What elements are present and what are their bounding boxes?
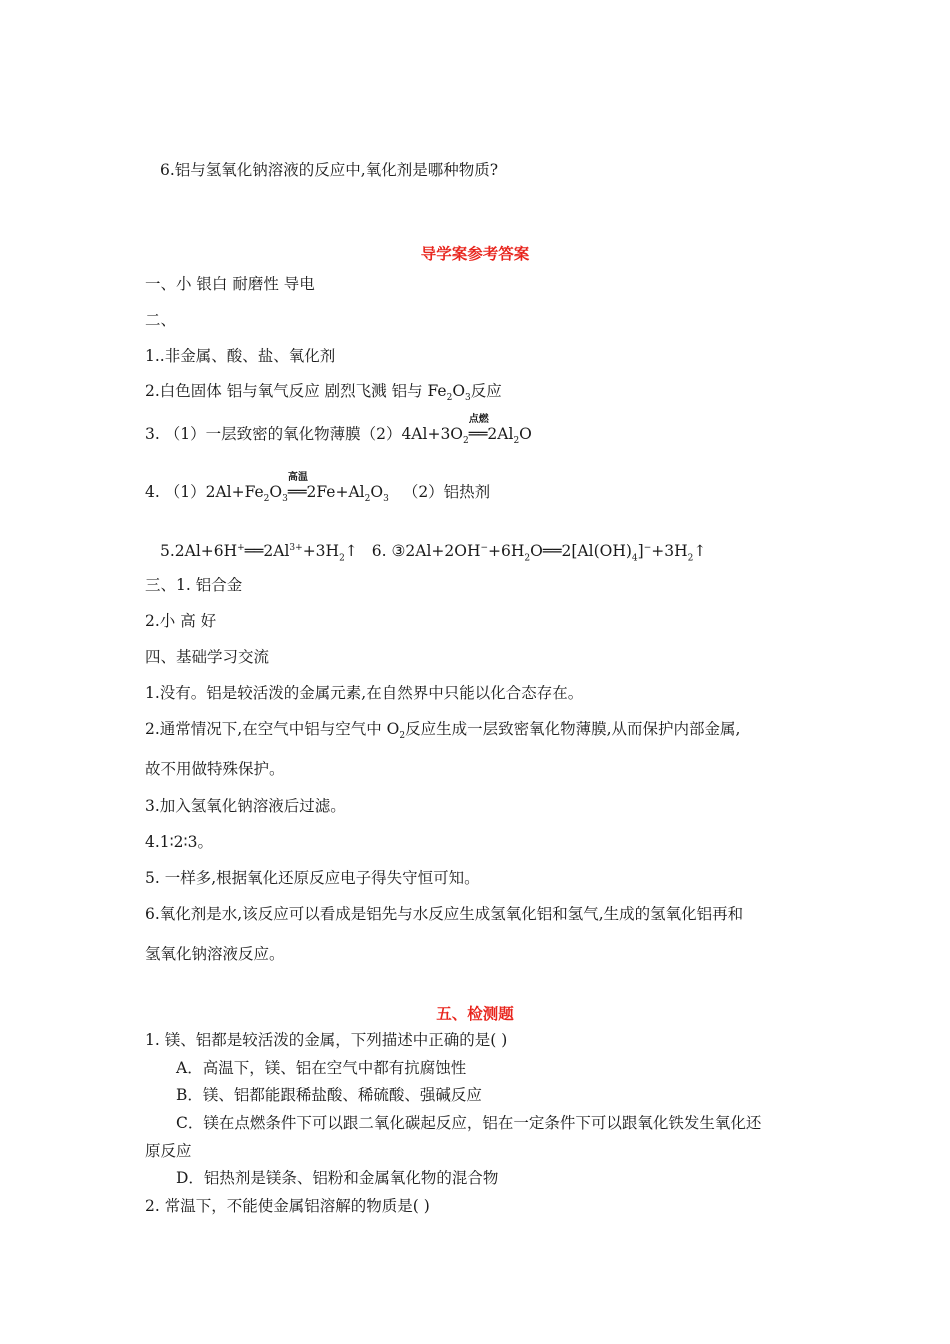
option-d: D．铝热剂是镁条、铝粉和金属氧化物的混合物 [176, 1169, 499, 1187]
answer-4-1: 1.没有。铝是较活泼的金属元素,在自然界中只能以化合态存在。 [145, 684, 584, 702]
option-c: C．镁在点燃条件下可以跟二氧化碳起反应，铝在一定条件下可以跟氧化铁发生氧化还 [176, 1114, 762, 1132]
reaction-arrow: 点燃 ══ [468, 414, 489, 443]
test-title: 五、检测题 [436, 1005, 514, 1023]
test-question-1: 1. 镁、铝都是较活泼的金属，下列描述中正确的是( ) [145, 1031, 508, 1049]
reaction-arrow: 高温 ══ [287, 472, 308, 501]
answer-2-2: 2.白色固体 铝与氧气反应 剧烈飞溅 铝与 $Fe_2O_3$反应 [145, 382, 502, 404]
answer-4-5: 5. 一样多,根据氧化还原反应电子得失守恒可知。 [145, 869, 480, 887]
answer-3-2: 2.小 高 好 [145, 612, 217, 630]
answer-4-2: 2.通常情况下,在空气中铝与空气中 $O_2$反应生成一层致密氧化物薄膜,从而保护内部金属, [145, 720, 741, 742]
answer-4-6-cont: 氢氧化钠溶液反应。 [145, 945, 285, 963]
answer-4-header: 四、基础学习交流 [145, 648, 270, 666]
option-c-cont: 原反应 [145, 1142, 192, 1160]
answer-2-4: 4. $(1)2Al+Fe_2O_3$ 高温 $══2Fe+Al_2O_3$ （2）铝热剂 [145, 472, 491, 505]
answer-4-4: 4.1∶2∶3。 [145, 833, 213, 851]
answer-2-header: 二、 [145, 311, 177, 329]
answer-2-1: 1..非金属、酸、盐、氧化剂 [145, 347, 336, 365]
option-b: B．镁、铝都能跟稀盐酸、稀硫酸、强碱反应 [176, 1086, 482, 1104]
answer-1: 一、小 银白 耐磨性 导电 [145, 275, 315, 293]
answer-2-5-6: $5.2Al+6H^+══2Al^{3+}+3H_2↑$ 6. $③2Al+2OH^-+6H_2O══2[Al(OH)_4]^-+3H_2↑$ [160, 542, 707, 564]
answer-2-3: 3. （1）一层致密的氧化物薄膜$(2)4Al+3O_2$ 点燃 $══2Al_2O$ [145, 414, 532, 447]
answer-3-1: 三、1. 铝合金 [145, 576, 243, 594]
test-question-2: 2. 常温下，不能使金属铝溶解的物质是( ) [145, 1197, 430, 1215]
answer-4-3: 3.加入氢氧化钠溶液后过滤。 [145, 797, 346, 815]
question-6: 6.铝与氢氧化钠溶液的反应中,氧化剂是哪种物质? [160, 161, 499, 179]
answer-4-6: 6.氧化剂是水,该反应可以看成是铝先与水反应生成氢氧化铝和氢气,生成的氢氧化铝再和 [145, 905, 744, 923]
option-a: A．高温下，镁、铝在空气中都有抗腐蚀性 [176, 1059, 467, 1077]
answers-title: 导学案参考答案 [420, 245, 530, 263]
answer-4-2-cont: 故不用做特殊保护。 [145, 760, 285, 778]
